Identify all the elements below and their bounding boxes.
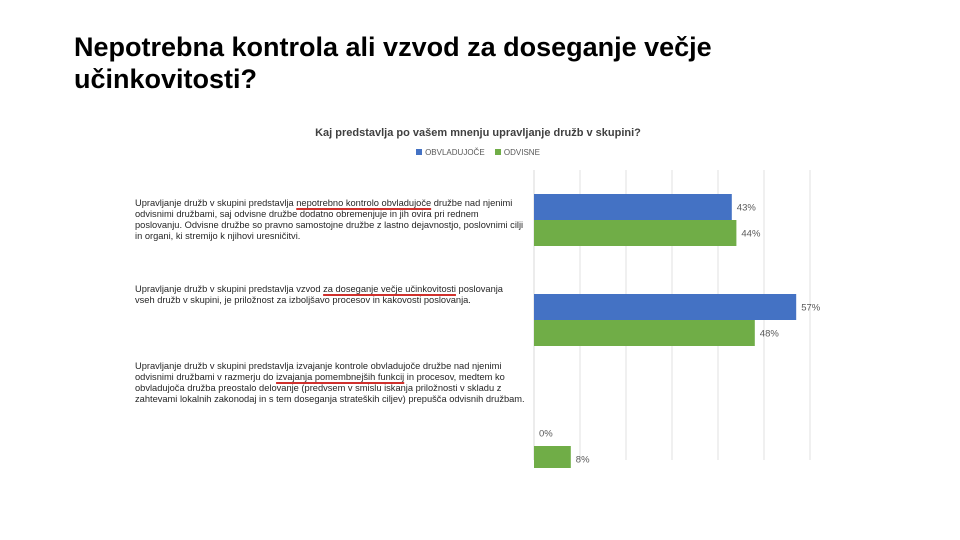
category-text: Upravljanje družb v skupini predstavlja — [135, 198, 297, 208]
bar-obvladujoce-2 — [534, 294, 796, 320]
data-label-obvladujoce-3: 0% — [539, 428, 553, 440]
category-text: Upravljanje družb v skupini predstavlja vzvod — [135, 284, 324, 294]
legend-label-odvisne: ODVISNE — [503, 148, 540, 157]
bar-obvladujoce-1 — [534, 194, 732, 220]
data-label-odvisne-3: 8% — [575, 454, 590, 466]
category-highlight: izvajanja pomembnejših funkcij — [276, 372, 405, 382]
data-label-odvisne-1: 44% — [741, 228, 761, 240]
category-text: poslovanja vseh družb v skupini, je priložnost za izboljšavo procesov in kakovosti poslovanja. — [135, 284, 503, 305]
slide-title: Nepotrebna kontrola ali vzvod za doseganje večje učinkovitosti? — [74, 32, 712, 94]
data-label-odvisne-2: 48% — [759, 328, 779, 340]
category-text: in procesov, medtem ko obvladujoča družba preostalo delovanje (predvsem v smislu iskanja priložnosti v skladu z zahtevami lokalnih zakonodaj in s tem doseganja strateških ciljev) prepušča odvisnih družbam. — [135, 372, 525, 404]
bar-odvisne-3 — [534, 446, 571, 468]
category-highlight: za doseganje večje učinkovitosti — [323, 284, 456, 294]
chart-title: Kaj predstavlja po vašem mnenju upravljanje družb v skupini? — [315, 127, 641, 139]
data-label-obvladujoce-2: 57% — [801, 302, 821, 314]
category-text: Upravljanje družb v skupini predstavlja izvajanje kontrole obvladujoče družbe nad njenimi odvisnimi družbami v razmerju do — [135, 361, 502, 382]
plot-area — [118, 118, 838, 468]
bar-odvisne-2 — [534, 320, 755, 346]
category-highlight: nepotrebno kontrolo obvladujoče — [296, 198, 432, 208]
data-label-obvladujoce-1: 43% — [736, 202, 756, 214]
legend-label-obvladujoce: OBVLADUJOČE — [425, 148, 485, 157]
chart — [118, 118, 838, 468]
category-text: družbe nad njenimi odvisnimi družbami, saj odvisne družbe dodatno obremenjuje in jih ovira pri rednem poslovanju. Odvisne družbe so pravno samostojne družbe z lastno dejavnostjo, poslovnimi cilji in organi, ki stremijo k njihovi uresničitvi. — [135, 198, 524, 241]
bar-odvisne-1 — [534, 220, 736, 246]
